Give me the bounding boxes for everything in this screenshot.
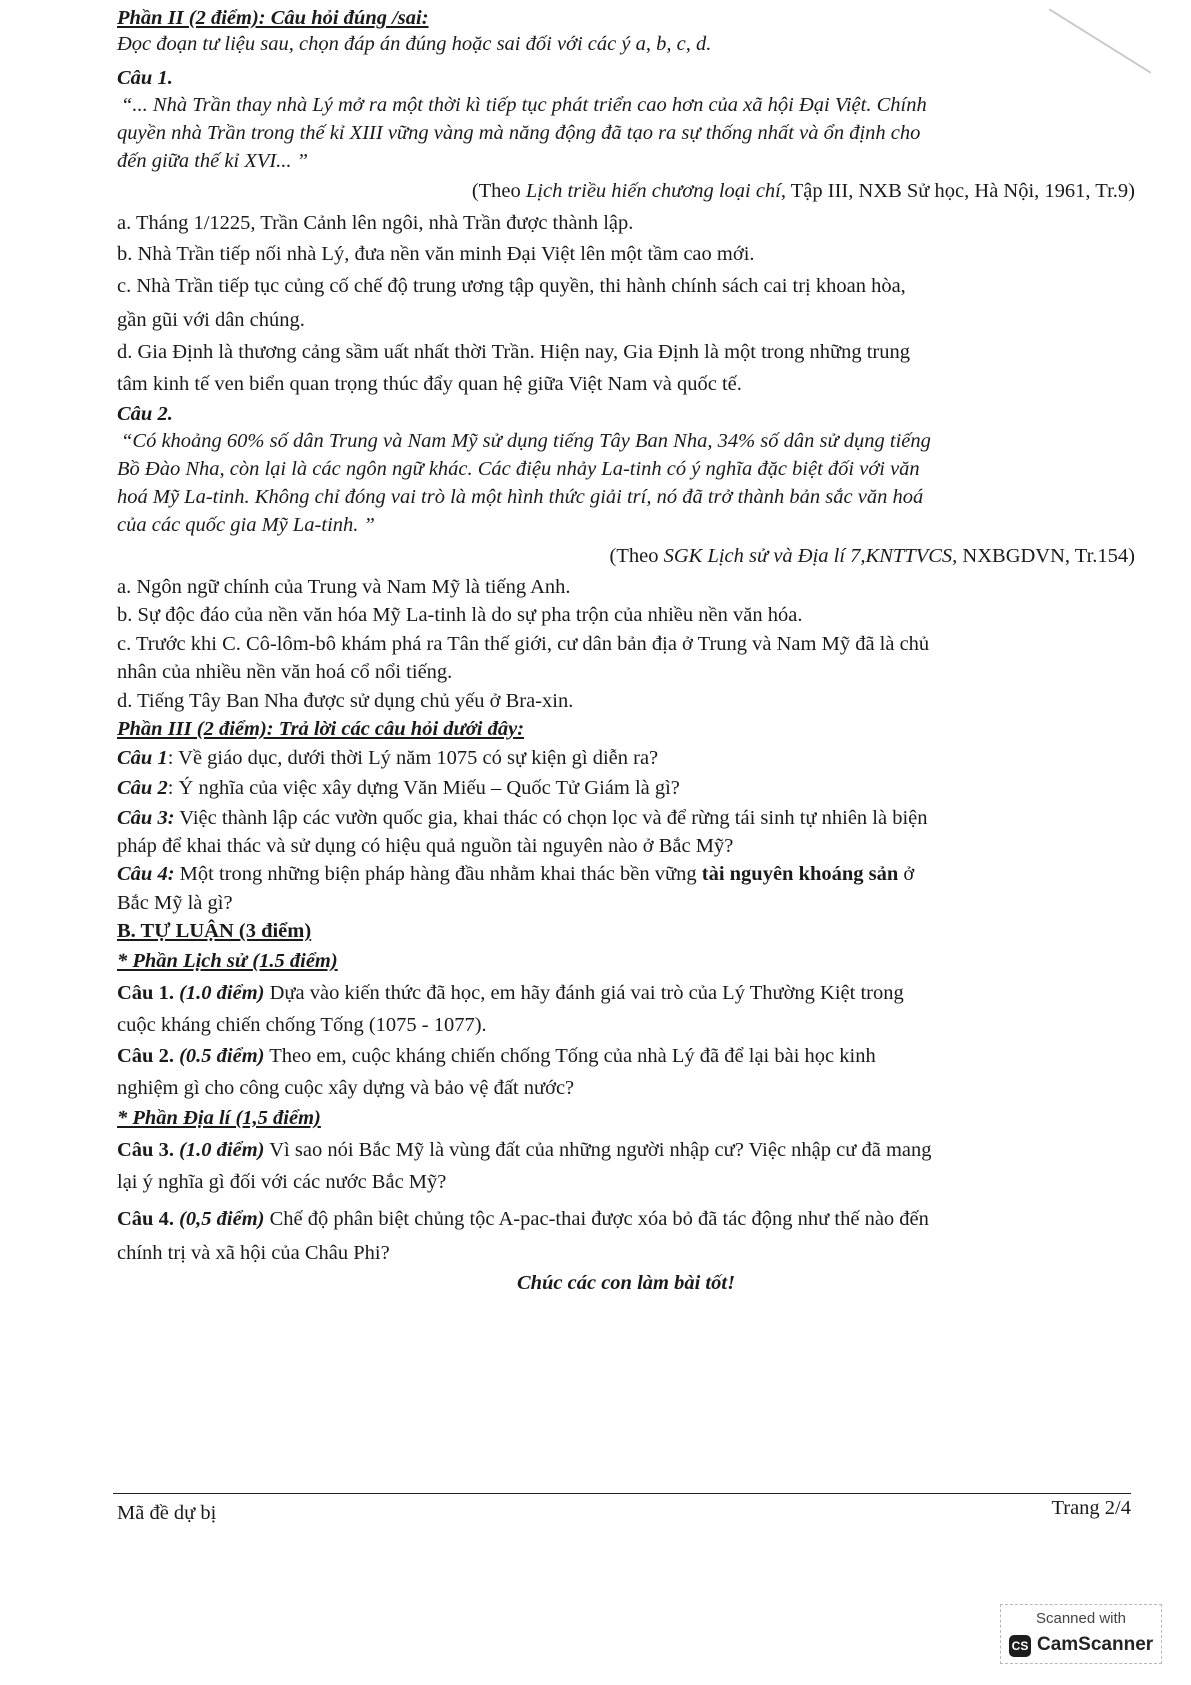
part-b-heading: B. TỰ LUẬN (3 điểm) [117,920,312,942]
q2-quote-line: hoá Mỹ La-tinh. Không chỉ đóng vai trò là một hình thức giải trí, nó đã trở thành bản sắc văn hoá [117,486,924,508]
q1-quote-line: quyền nhà Trần trong thế kỉ XIII vững vàng mà năng động đã tạo ra sự thống nhất và ổn định cho [117,122,921,144]
q2-option-d: d. Tiếng Tây Ban Nha được sử dụng chủ yếu ở Bra-xin. [117,690,574,712]
history-heading: * Phần Lịch sử (1.5 điểm) [117,950,338,972]
camscanner-logo-icon: CS [1009,1635,1031,1657]
part3-q1: Câu 1: Về giáo dục, dưới thời Lý năm 1075 có sự kiện gì diễn ra? [117,747,659,769]
part2-heading: Phần II (2 điểm): Câu hỏi đúng /sai: [117,7,429,29]
part3-q2: Câu 2: Ý nghĩa của việc xây dựng Văn Miếu – Quốc Tử Giám là gì? [117,777,680,799]
q2-option-c: c. Trước khi C. Cô-lôm-bô khám phá ra Tân thế giới, cư dân bản địa ở Trung và Nam Mỹ đã là chủ [117,633,930,655]
part2-instruction: Đọc đoạn tư liệu sau, chọn đáp án đúng hoặc sai đối với các ý a, b, c, d. [117,33,712,55]
q1-option-c-cont: gần gũi với dân chúng. [117,309,305,331]
footer-page-number: Trang 2/4 [1051,1497,1131,1519]
geography-heading: * Phần Địa lí (1,5 điểm) [117,1107,321,1129]
essay-q1: Câu 1. (1.0 điểm) Dựa vào kiến thức đã học, em hãy đánh giá vai trò của Lý Thường Kiệt trong [117,982,904,1004]
q2-label: Câu 2. [117,403,173,425]
scanner-caption: Scanned with [1035,1610,1127,1627]
q1-label: Câu 1. [117,67,173,89]
q2-option-b: b. Sự độc đáo của nền văn hóa Mỹ La-tinh là do sự pha trộn của nhiều nền văn hóa. [117,604,803,626]
closing-message: Chúc các con làm bài tốt! [516,1272,736,1294]
q2-quote-line: “Có khoảng 60% số dân Trung và Nam Mỹ sử dụng tiếng Tây Ban Nha, 34% số dân sử dụng tiếng [121,430,931,452]
part3-q4: Câu 4: Một trong những biện pháp hàng đầu nhằm khai thác bền vững tài nguyên khoáng sản ở [117,863,915,885]
essay-q3: Câu 3. (1.0 điểm) Vì sao nói Bắc Mỹ là vùng đất của những người nhập cư? Việc nhập cư đã mang [117,1139,932,1161]
q2-quote-line: Bồ Đào Nha, còn lại là các ngôn ngữ khác. Các điệu nhảy La-tinh có ý nghĩa đặc biệt đối với văn [117,458,920,480]
essay-q1-cont: cuộc kháng chiến chống Tống (1075 - 1077). [117,1014,487,1036]
part3-q3: Câu 3: Việc thành lập các vườn quốc gia, khai thác có chọn lọc và để rừng tái sinh tự nhiên là biện [117,807,928,829]
part3-heading: Phần III (2 điểm): Trả lời các câu hỏi dưới đây: [117,718,525,740]
q1-option-d: d. Gia Định là thương cảng sầm uất nhất thời Trần. Hiện nay, Gia Định là một trong những trung [117,341,910,363]
essay-q4: Câu 4. (0,5 điểm) Chế độ phân biệt chủng tộc A-pac-thai được xóa bỏ đã tác động như thế nào đến [117,1208,929,1230]
q2-option-c-cont: nhân của nhiều nền văn hoá cổ nổi tiếng. [117,661,453,683]
q1-option-b: b. Nhà Trần tiếp nối nhà Lý, đưa nền văn minh Đại Việt lên một tầm cao mới. [117,243,755,265]
q1-option-a: a. Tháng 1/1225, Trần Cảnh lên ngôi, nhà Trần được thành lập. [117,212,634,234]
essay-q2-cont: nghiệm gì cho công cuộc xây dựng và bảo vệ đất nước? [117,1077,575,1099]
part3-q4-cont: Bắc Mỹ là gì? [117,892,233,914]
footer-exam-code: Mã đề dự bị [117,1502,217,1524]
q1-source: (Theo Lịch triều hiến chương loại chí, Tập III, NXB Sử học, Hà Nội, 1961, Tr.9) [471,180,1135,202]
q2-option-a: a. Ngôn ngữ chính của Trung và Nam Mỹ là tiếng Anh. [117,576,571,598]
part3-q3-cont: pháp để khai thác và sử dụng có hiệu quả nguồn tài nguyên nào ở Bắc Mỹ? [117,835,734,857]
q1-quote-line: đến giữa thế kỉ XVI... ” [117,150,309,172]
q2-quote-line: của các quốc gia Mỹ La-tinh. ” [117,514,375,536]
essay-q3-cont: lại ý nghĩa gì đối với các nước Bắc Mỹ? [117,1171,447,1193]
q2-source: (Theo SGK Lịch sử và Địa lí 7,KNTTVCS, NXBGDVN, Tr.154) [609,545,1135,567]
q1-option-c: c. Nhà Trần tiếp tục củng cố chế độ trung ương tập quyền, thi hành chính sách cai trị khoan hòa, [117,275,906,297]
q1-quote-line: “... Nhà Trần thay nhà Lý mở ra một thời kì tiếp tục phát triển cao hơn của xã hội Đại Việt. Chính [121,94,927,116]
essay-q2: Câu 2. (0.5 điểm) Theo em, cuộc kháng chiến chống Tống của nhà Lý đã để lại bài học kinh [117,1045,876,1067]
essay-q4-cont: chính trị và xã hội của Châu Phi? [117,1242,390,1264]
q1-option-d-cont: tâm kinh tế ven biển quan trọng thúc đẩy quan hệ giữa Việt Nam và quốc tế. [117,373,742,395]
camscanner-watermark [1000,1604,1162,1664]
footer-rule [113,1493,1131,1494]
scanner-brand: CamScanner [1037,1634,1154,1655]
